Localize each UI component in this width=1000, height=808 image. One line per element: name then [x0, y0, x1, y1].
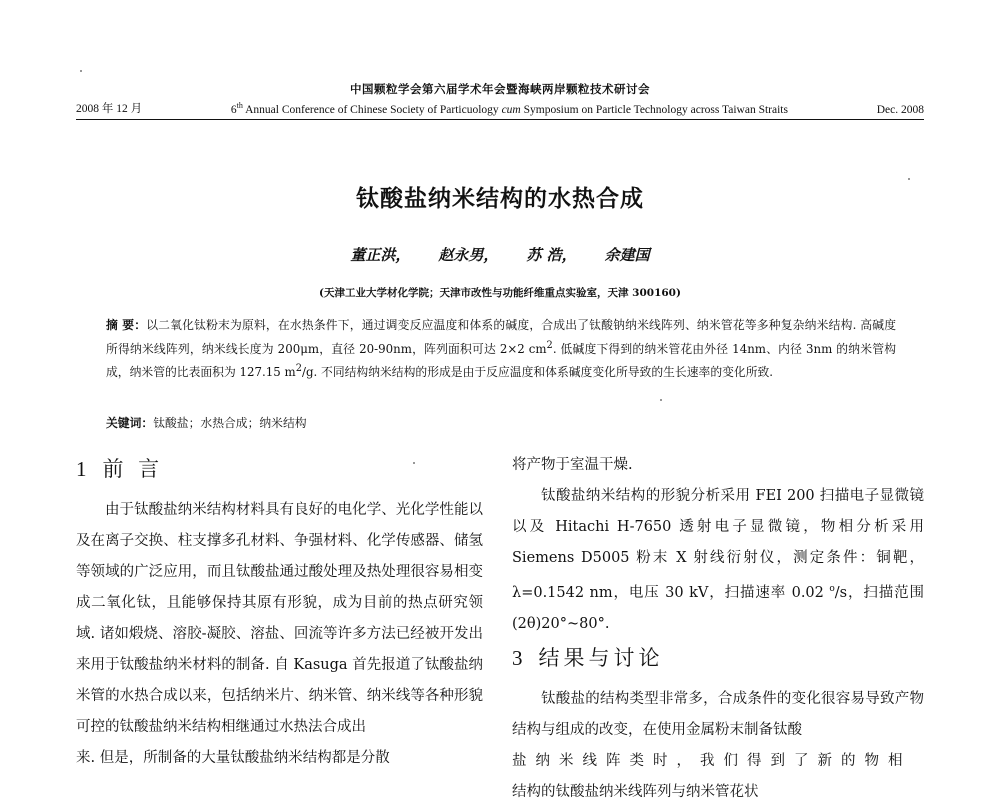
author: 赵永男，: [438, 246, 499, 264]
conference-title-cn: 中国颗粒学会第六届学术年会暨海峡两岸颗粒技术研讨会: [350, 82, 650, 96]
author-list: [0, 244, 1000, 265]
section-heading-1: 1 前 言: [76, 457, 164, 481]
paragraph: 将产物于室温干燥.: [512, 457, 633, 473]
keywords-label: 关键词：: [106, 416, 154, 430]
affiliation: (天津工业大学材化学院；天津市改性与功能纤维重点实验室，天津 300160): [319, 287, 681, 299]
paragraph: 钛酸盐的结构类型非常多，合成条件的变化很容易导致产物结构与组成的改变，在使用金属粉末制备钛酸: [512, 691, 924, 738]
scan-speck: [413, 462, 415, 464]
section3-body: [512, 684, 924, 800]
header-conference-en: 6th Annual Conference of Chinese Society of Particuology cum Symposium on Particle Technology across Taiwan Straits: [230, 101, 788, 116]
section1-body: [76, 495, 483, 766]
author: 董正洪，: [350, 246, 411, 264]
paper-title: 钛酸盐纳米结构的水热合成: [356, 185, 644, 212]
header-date-en: Dec. 2008: [876, 104, 924, 116]
keywords-text: 钛酸盐；水热合成；纳米结构: [153, 416, 307, 430]
author: 苏 浩，: [526, 246, 577, 264]
abstract: 摘 要：以二氧化钛粉末为原料，在水热条件下，通过调变反应温度和体系的碱度，合成出了钛酸钠纳米线阵列、纳米管花等多种复杂纳米结构. 高碱度所得纳米线阵列，纳米线长度为 200μm，直径 20-90nm，阵列面积可达 2×2 $cm^2$. 低碱度下得到的纳米管花由外径 14nm、内径 3nm 的纳米管构成，纳米管的比表面积为 127.15 $m^2/g$. 不同结构纳米结构的形成是由于反应温度和体系碱度变化所导致的生长速率的变化所致.: [106, 318, 896, 379]
scan-speck: [660, 399, 662, 401]
paragraph-cut: 结构的钛酸盐纳米线阵列与纳米管花状: [512, 784, 759, 800]
paragraph-spread: 盐纳米线阵类时，我们得到了新的物相: [512, 753, 912, 769]
section-heading-3: 3 结果与讨论: [512, 646, 664, 670]
paragraph: 钛酸盐纳米结构的形貌分析采用 FEI 200 扫描电子显微镜以及 Hitachi H-7650 透射电子显微镜，物相分析采用 Siemens D5005 粉末 X 射线衍射仪，测定条件：铜靶，λ=0.1542 nm，电压 30 kV，扫描速率 0.02 $^o$/s，扫描范围(2θ)20°~80°.: [512, 488, 925, 632]
paragraph-cut: 来. 但是，所制备的大量钛酸盐纳米结构都是分散: [76, 750, 390, 766]
paragraph: 由于钛酸盐纳米结构材料具有良好的电化学、光化学性能以及在离子交换、柱支撑多孔材料、争强材料、化学传感器、储氢等领域的广泛应用，而且钛酸盐通过酸处理及热处理很容易相变成二氧化钛，且能够保持其原有形貌，成为目前的热点研究领域. 诸如煅烧、溶胶-凝胶、溶盐、回流等许多方法已经被开发出来用于钛酸盐纳米材料的制备. 自 Kasuga 首先报道了钛酸盐纳米管的水热合成以来，包括纳米片、纳米管、纳米线等各种形貌可控的钛酸盐纳米结构相继通过水热法合成出: [76, 502, 483, 735]
header-date-cn: 2008 年 12 月: [76, 103, 143, 115]
scan-speck: [80, 70, 82, 72]
author: 余建国: [604, 246, 650, 264]
keywords: [106, 414, 307, 431]
methods-body: [512, 450, 924, 640]
running-header: [76, 100, 924, 120]
abstract-label: 摘 要：: [106, 318, 147, 332]
